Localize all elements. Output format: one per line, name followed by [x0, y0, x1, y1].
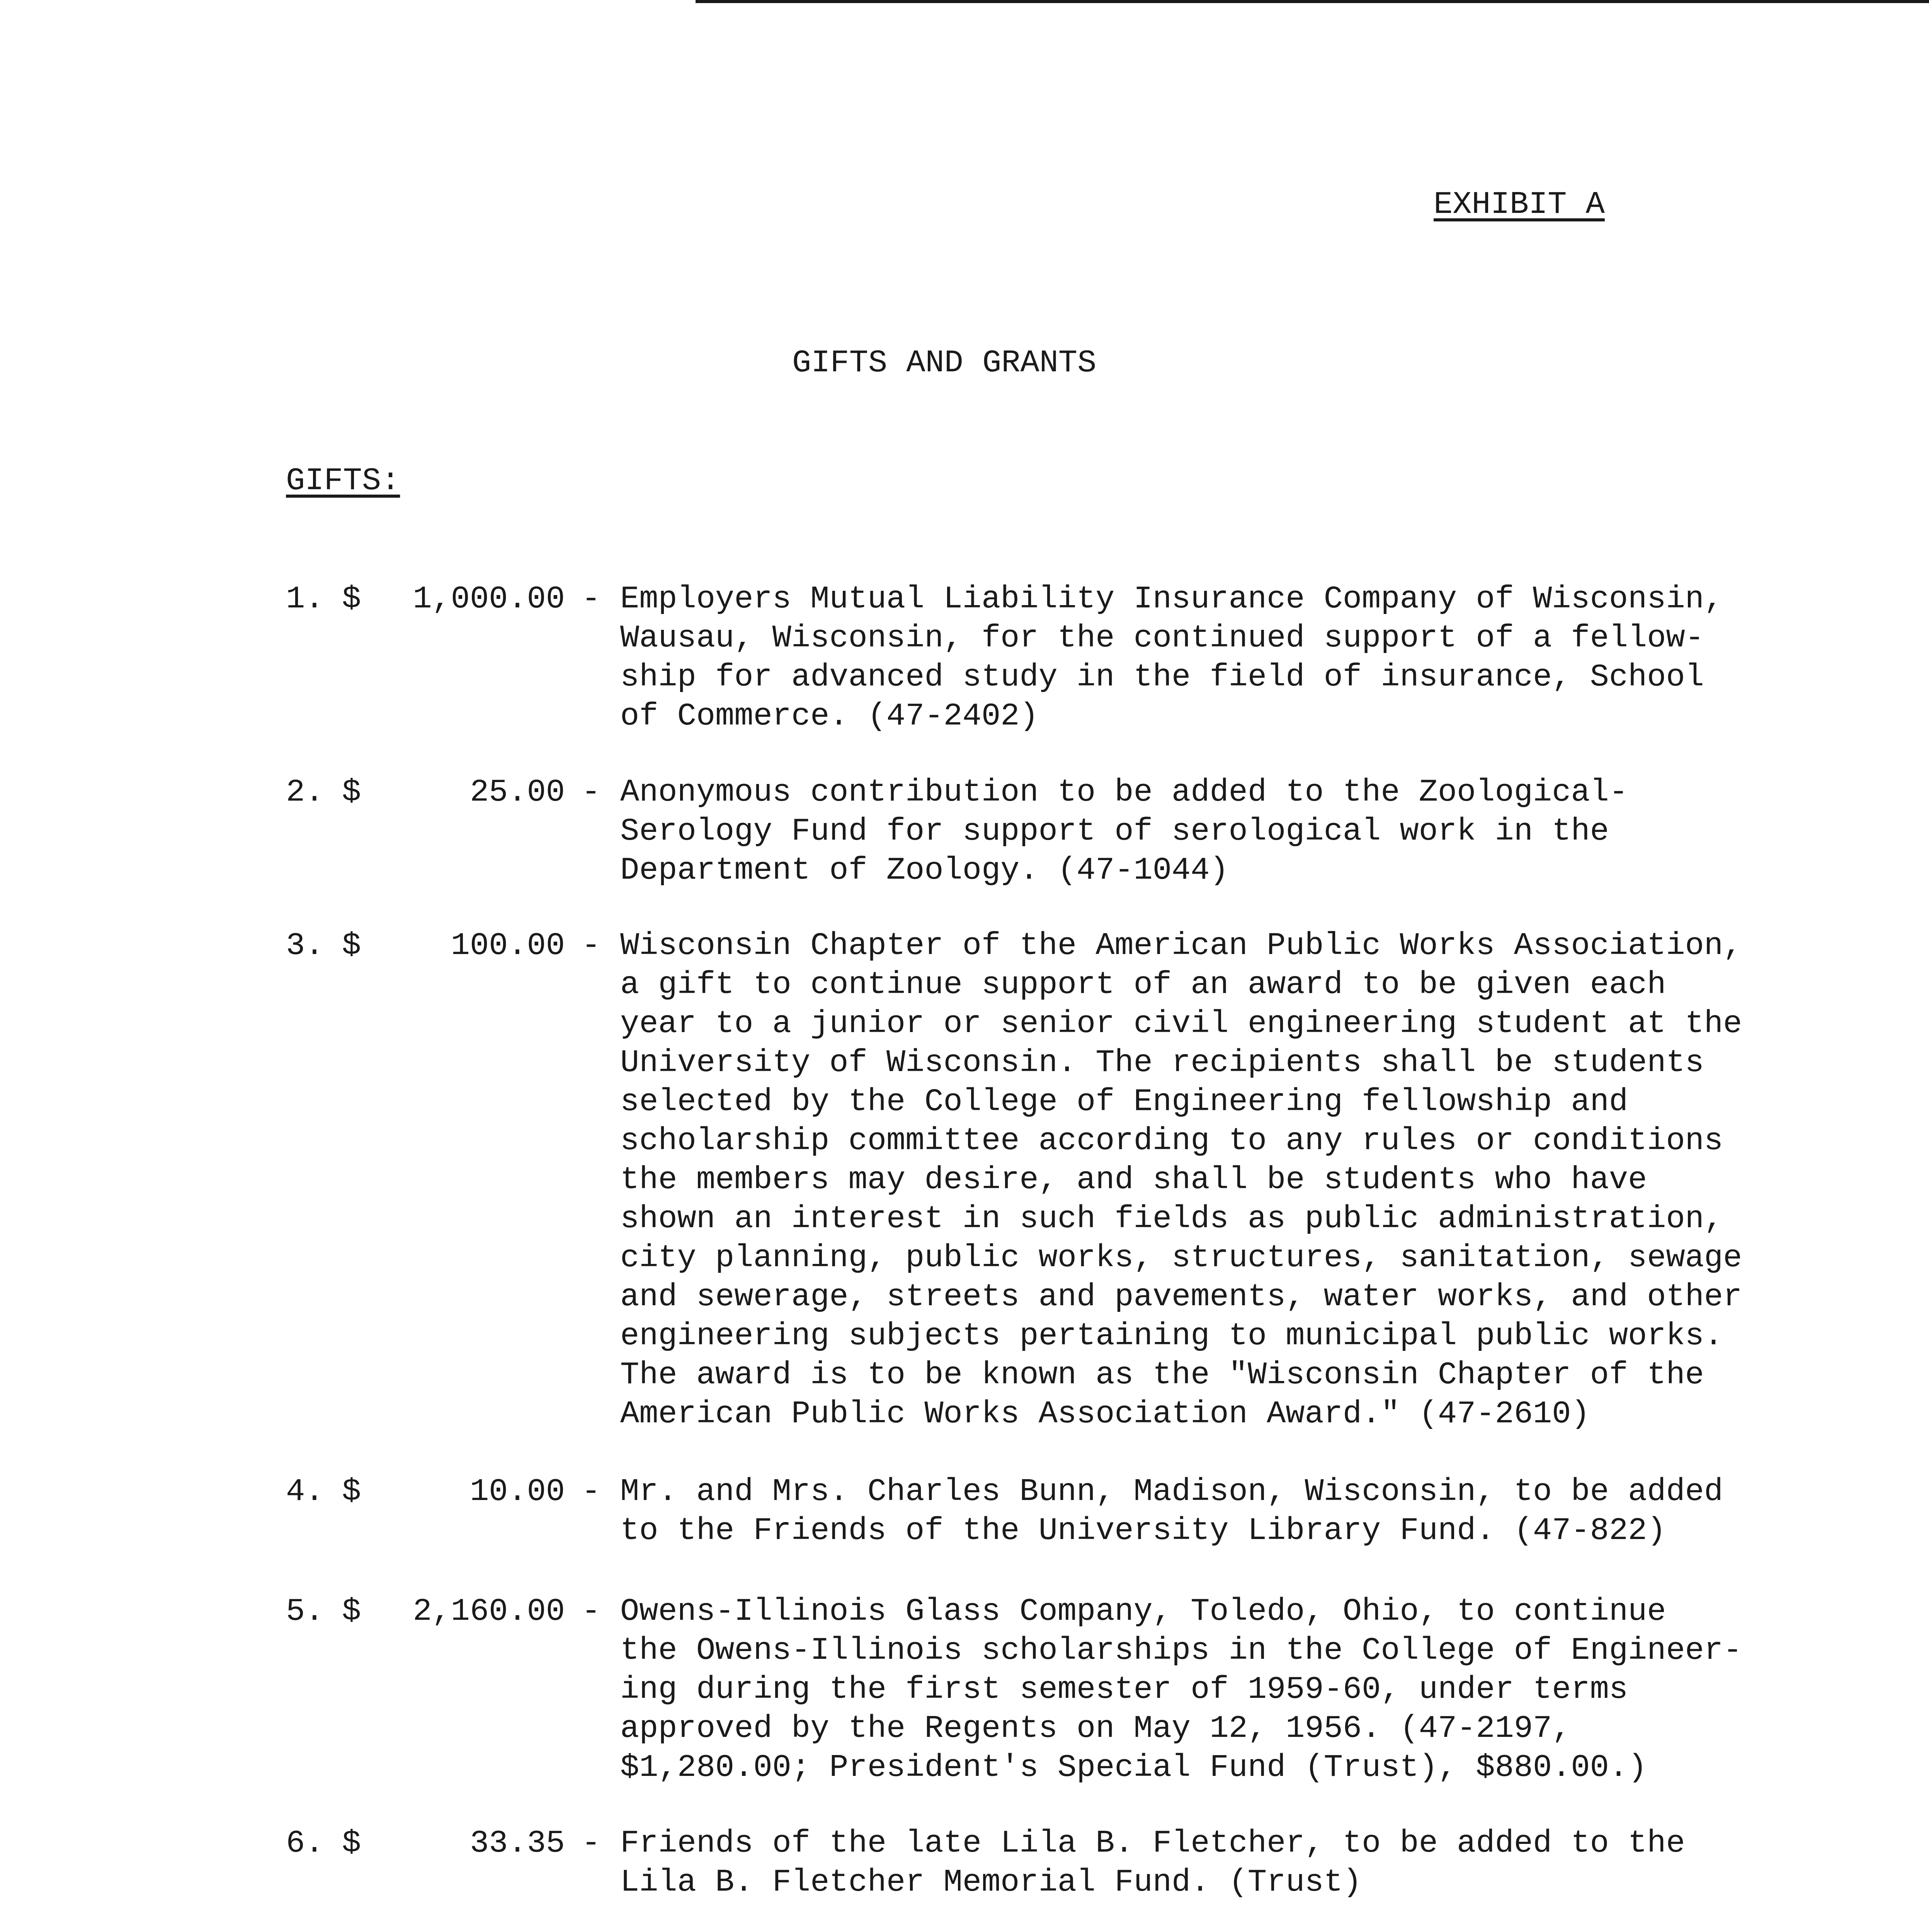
- currency-symbol: $: [342, 1825, 361, 1861]
- exhibit-label: EXHIBIT A: [1434, 187, 1605, 223]
- section-heading-gifts: GIFTS:: [286, 463, 400, 499]
- entry-number: 3.: [286, 928, 324, 964]
- entry-number: 1.: [286, 581, 324, 617]
- page-title: GIFTS AND GRANTS: [792, 345, 1097, 381]
- gift-description: Wisconsin Chapter of the American Public Works Association, a gift to continue support of an award to be given each year to a junior or senior civil engineering student at the University of Wisconsin. The recipients shall be students selected by the College of Engineering fellowship and scholarship committee according to any rules or conditions the members may desire, and shall be students who have shown an interest in such fields as public administration, city planning, public works, structures, sanitation, sewage and sewerage, streets and pavements, water works, and other engineering subjects pertaining to municipal public works. The award is to be known as the "Wisconsin Chapter of the American Public Works Association Award." (47-2610): [620, 928, 1742, 1432]
- gift-description: Employers Mutual Liability Insurance Company of Wisconsin, Wausau, Wisconsin, for the continued support of a fellow- ship for advanced study in the field of insurance, School of Commerce. (47-2402): [620, 581, 1723, 734]
- top-border-rule: [696, 0, 1929, 3]
- currency-symbol: $: [342, 774, 361, 810]
- gift-description: Friends of the late Lila B. Fletcher, to be added to the Lila B. Fletcher Memorial Fund. (Trust): [620, 1825, 1685, 1900]
- currency-symbol: $: [342, 928, 361, 964]
- entry-separator: -: [582, 1594, 601, 1629]
- entry-separator: -: [582, 928, 601, 964]
- entry-number: 2.: [286, 774, 324, 810]
- gift-description: Mr. and Mrs. Charles Bunn, Madison, Wisconsin, to be added to the Friends of the University Library Fund. (47-822): [620, 1474, 1723, 1549]
- entry-number: 4.: [286, 1474, 324, 1510]
- entry-separator: -: [582, 774, 601, 810]
- entry-number: 6.: [286, 1825, 324, 1861]
- gift-amount: 1,000.00: [413, 581, 565, 617]
- gift-description: Anonymous contribution to be added to the Zoological- Serology Fund for support of serological work in the Department of Zoology. (47-1044): [620, 774, 1628, 888]
- gift-amount: 10.00: [469, 1474, 565, 1510]
- gift-amount: 100.00: [451, 928, 565, 964]
- entry-separator: -: [582, 581, 601, 617]
- gift-amount: 2,160.00: [413, 1594, 565, 1629]
- gift-amount: 25.00: [469, 774, 565, 810]
- entry-separator: -: [582, 1825, 601, 1861]
- gift-description: Owens-Illinois Glass Company, Toledo, Ohio, to continue the Owens-Illinois scholarships in the College of Engineer- ing during the first semester of 1959-60, under terms approved by the Regents on May 12, 1956. (47-2197, $1,280.00; President's Special Fund (Trust), $880.00.): [620, 1594, 1742, 1786]
- entry-separator: -: [582, 1474, 601, 1510]
- currency-symbol: $: [342, 1474, 361, 1510]
- gift-amount: 33.35: [469, 1825, 565, 1861]
- currency-symbol: $: [342, 581, 361, 617]
- currency-symbol: $: [342, 1594, 361, 1629]
- entry-number: 5.: [286, 1594, 324, 1629]
